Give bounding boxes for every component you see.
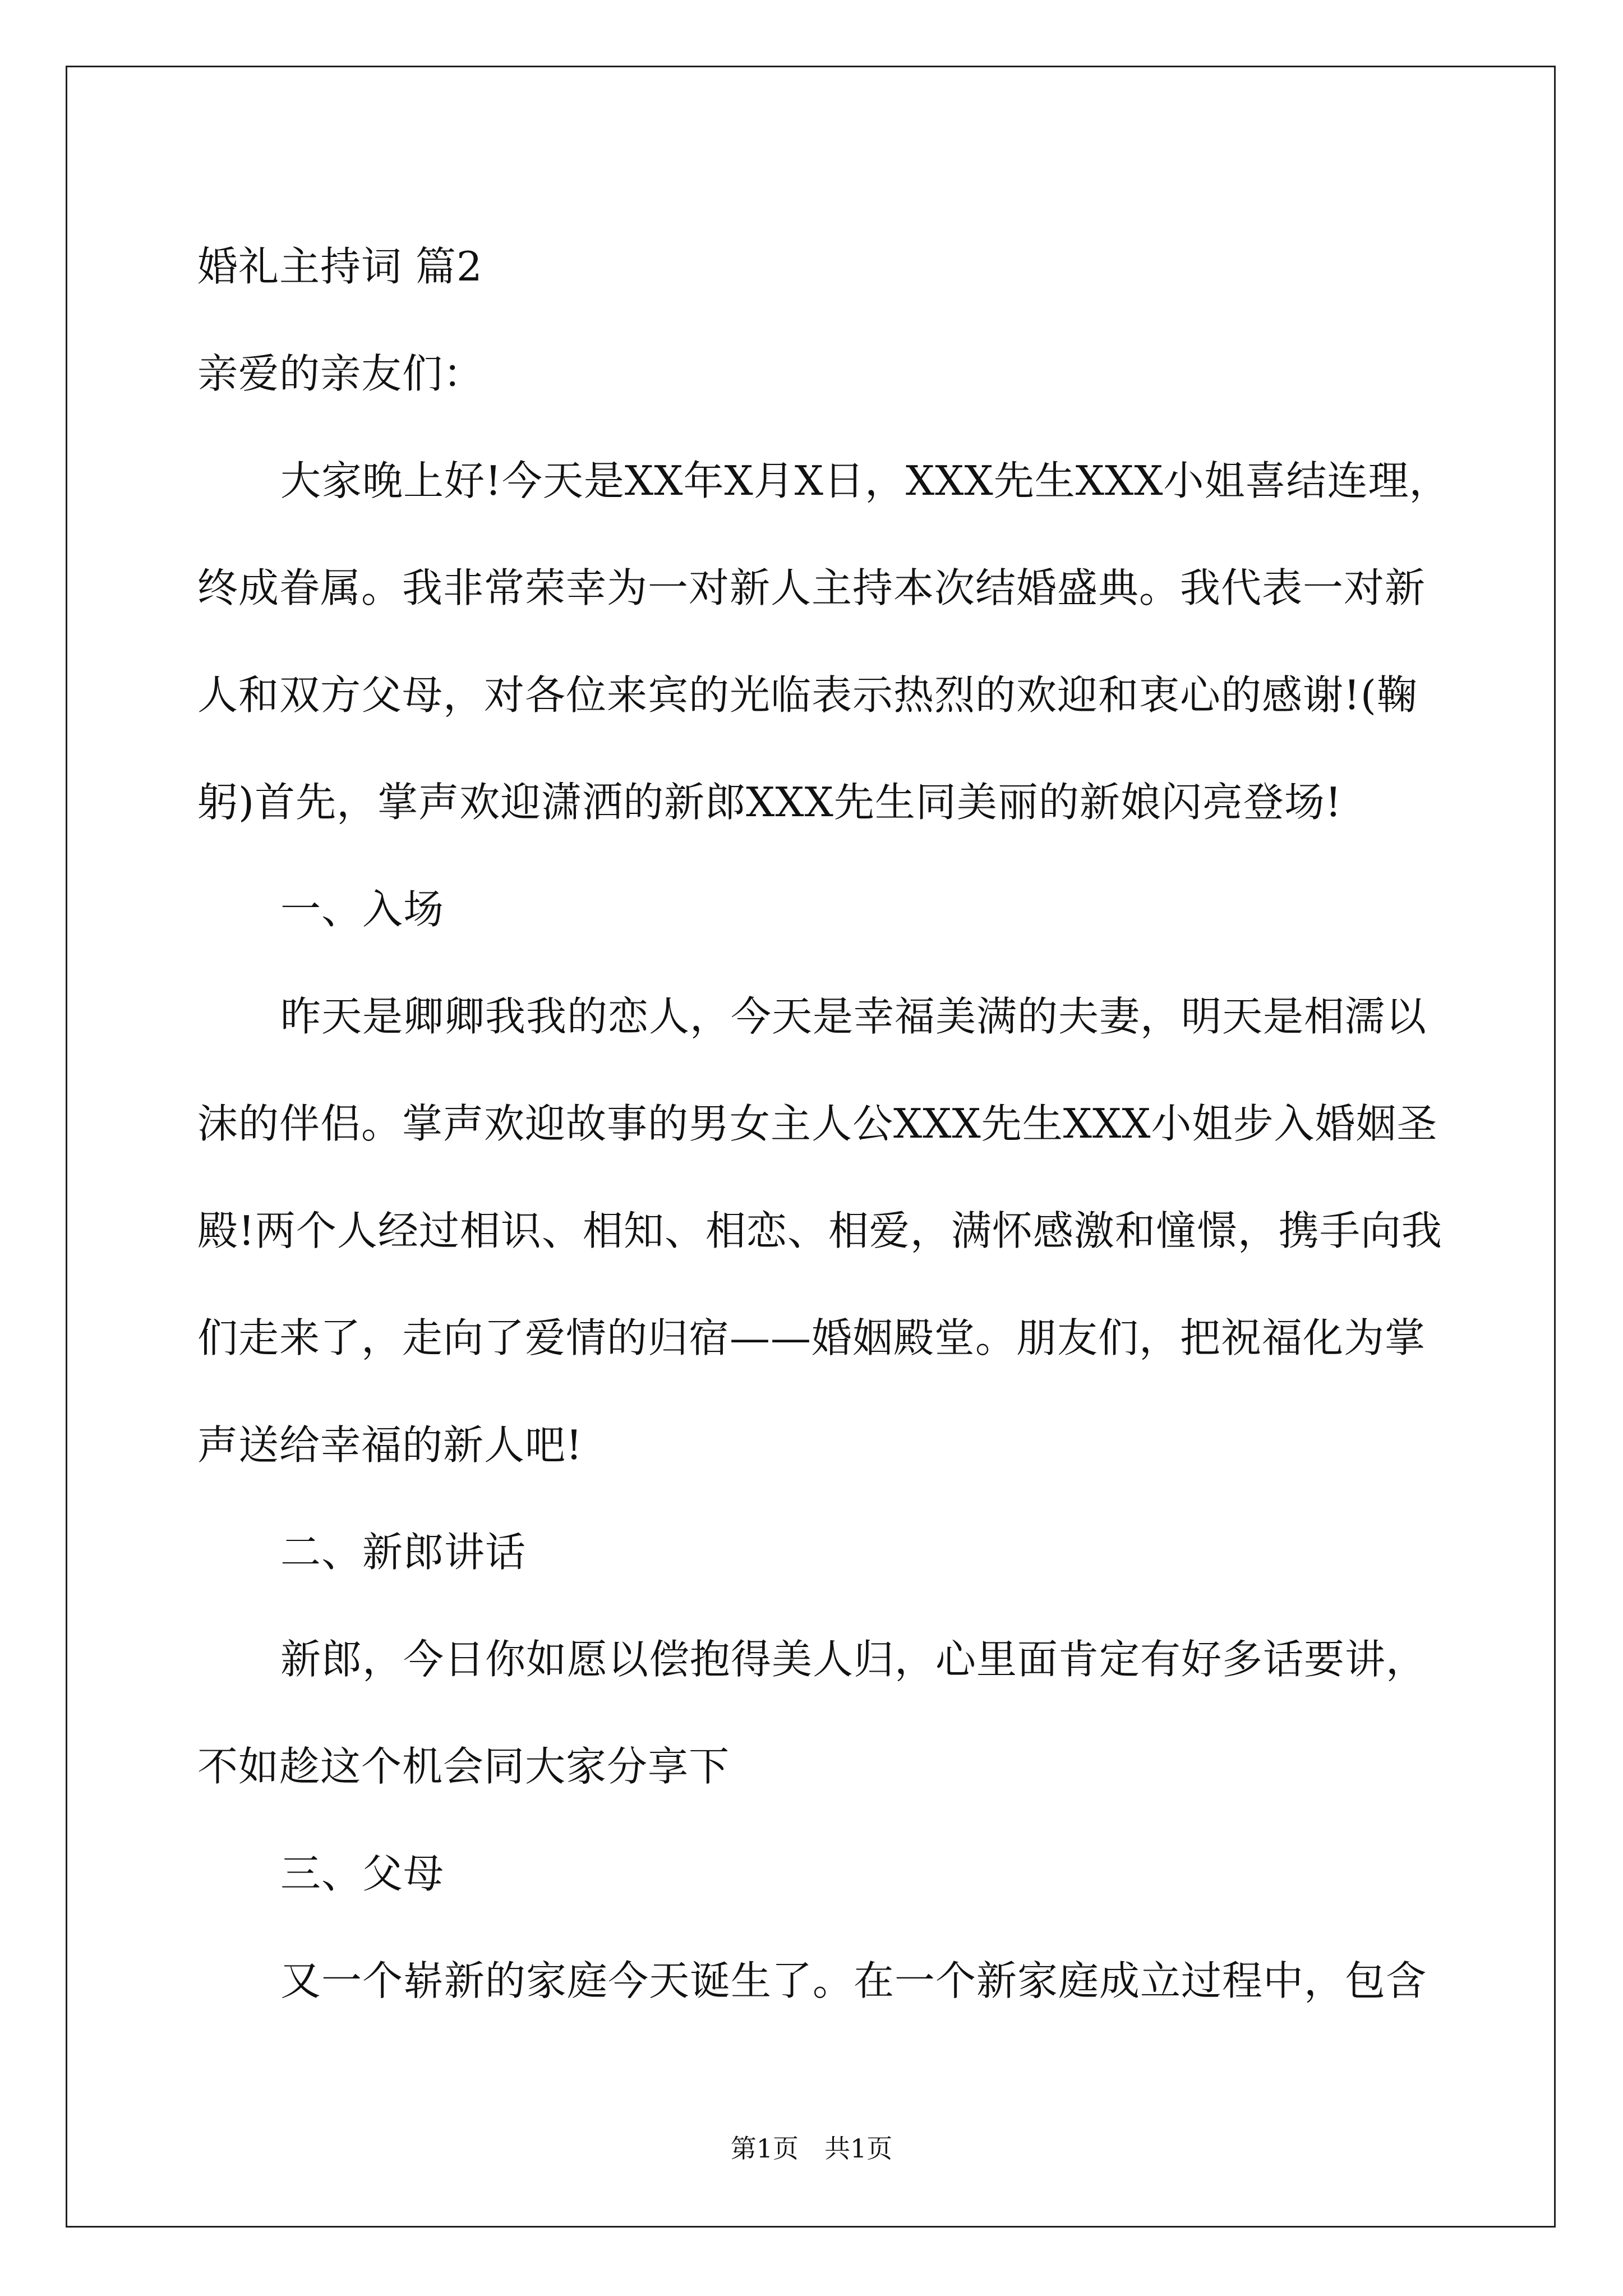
text-line: 新郎，今日你如愿以偿抱得美人归，心里面肯定有好多话要讲， (280, 1636, 1427, 1683)
text-line: 又一个崭新的家庭今天诞生了。在一个新家庭成立过程中，包含 (280, 1957, 1427, 2004)
text-line: 们走来了，走向了爱情的归宿——婚姻殿堂。朋友们，把祝福化为掌 (197, 1314, 1426, 1361)
text-line: 殿!两个人经过相识、相知、相恋、相爱，满怀感激和憧憬，携手向我 (197, 1207, 1442, 1254)
text-line: 声送给幸福的新人吧! (197, 1421, 583, 1469)
text-line: 大家晚上好!今天是XX年X月X日，XXX先生XXX小姐喜结连理， (280, 457, 1450, 504)
text-line: 沫的伴侣。掌声欢迎故事的男女主人公XXX先生XXX小姐步入婚姻圣 (197, 1100, 1438, 1147)
document-body (197, 213, 1450, 2035)
text-line: 亲爱的亲友们： (197, 350, 485, 397)
paragraph-lines (197, 320, 1450, 2035)
document-title: 婚礼主持词 篇2 (197, 243, 483, 290)
text-line: 躬)首先，掌声欢迎潇洒的新郎XXX先生同美丽的新娘闪亮登场! (197, 779, 1342, 826)
text-line: 二、新郎讲话 (280, 1529, 527, 1576)
text-line: 昨天是卿卿我我的恋人，今天是幸福美满的夫妻，明天是相濡以 (280, 993, 1427, 1040)
text-line: 不如趁这个机会同大家分享下 (197, 1743, 730, 1790)
text-line: 一、入场 (280, 886, 445, 933)
text-line: 人和双方父母，对各位来宾的光临表示热烈的欢迎和衷心的感谢!(鞠 (197, 671, 1418, 719)
page-footer: 第1页 共1页 (730, 2133, 893, 2164)
text-line: 终成眷属。我非常荣幸为一对新人主持本次结婚盛典。我代表一对新 (197, 564, 1426, 611)
text-line: 三、父母 (280, 1850, 445, 1897)
